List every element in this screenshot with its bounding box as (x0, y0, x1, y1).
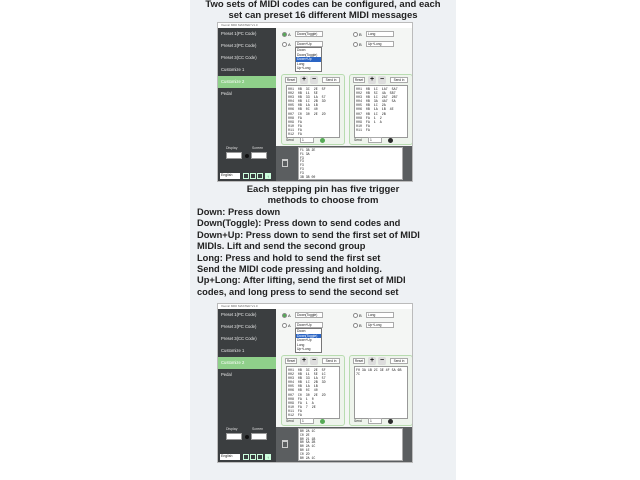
channel-select-a[interactable]: 1 (300, 418, 314, 424)
trash-icon[interactable] (282, 159, 288, 167)
sidebar-item[interactable]: Pedal (221, 91, 232, 96)
radio-label: B (359, 323, 362, 328)
upload-icon[interactable]: ↑ (267, 174, 269, 179)
sidebar-item[interactable]: Customize 1 (221, 67, 245, 72)
sidebar-item[interactable]: Preset 2(PC Code) (221, 324, 257, 329)
radio-label: B (359, 313, 362, 318)
dropdown-option[interactable]: Up+Long (297, 66, 311, 71)
radio-label: B (359, 42, 362, 47)
radio-label: A (288, 323, 291, 328)
dropdown-option[interactable]: Down+Up (297, 338, 312, 343)
send-in-button[interactable]: Send in (322, 77, 340, 83)
trash-icon[interactable] (282, 440, 288, 448)
save-icon[interactable] (243, 173, 249, 179)
reset-button[interactable]: Reset (286, 78, 296, 82)
main-area (276, 309, 412, 427)
send-in-button[interactable]: Send in (390, 77, 408, 83)
sidebar-item[interactable]: Customize 2 (218, 76, 276, 88)
app-window (217, 22, 413, 182)
dropdown-option[interactable]: Down (297, 48, 306, 52)
reset-button[interactable]: Reset (354, 78, 364, 82)
heading-line: Two sets of MIDI codes can be configured, and each (205, 0, 441, 10)
description-line: codes, and long press to send the second set (197, 286, 399, 297)
remove-button[interactable]: − (379, 357, 385, 364)
heading-line: set can preset 16 different MIDI messages (228, 9, 418, 21)
output-area (276, 427, 412, 462)
send-label: Send (286, 419, 294, 423)
radio-b1[interactable] (353, 313, 358, 318)
title-bar: Xsonic MIDI MASTER V1.0 (218, 23, 412, 28)
channel-select-a[interactable]: 1 (300, 137, 314, 143)
description-line: MIDIs. Lift and send the second group (197, 241, 366, 252)
language-select[interactable]: English (220, 173, 240, 179)
sidebar (218, 28, 276, 181)
screen-label: Screen (252, 427, 264, 431)
add-button[interactable]: + (369, 76, 375, 83)
radio-a2[interactable] (282, 323, 287, 328)
main-area (276, 28, 412, 146)
midi-code-table-b[interactable]: F0 3A 1B 2C 3E 4F 5A 6B 7C (354, 366, 408, 419)
remove-button[interactable]: − (311, 76, 317, 83)
dropdown-option[interactable]: Down (297, 329, 306, 333)
trigger-select-a2[interactable]: Down+Up (295, 322, 323, 328)
display-input[interactable] (226, 152, 242, 159)
toggle-knob-a[interactable] (320, 419, 325, 424)
screen-label: Screen (252, 146, 264, 150)
trigger-description (197, 207, 420, 298)
add-button[interactable]: + (301, 76, 307, 83)
top-heading (190, 0, 456, 21)
screen-input[interactable] (251, 152, 267, 159)
midi-code-table-a[interactable]: 001 0B 3C 2E 5F 002 0B 11 5E 003 0B 33 1A 57 004 0B 1C 2B 3D 005 0B 1A 1B 006 0B 0C 40 007 C0 30 2E 2D 008 FA 009 FA 010 FA 011 FA 012 FA (286, 85, 340, 138)
sidebar-item[interactable]: Pedal (221, 372, 232, 377)
radio-label: A (288, 42, 291, 47)
send-label: Send (286, 138, 294, 142)
link-dot-icon (245, 435, 249, 439)
description-line: Send the MIDI code pressing and holding. (197, 264, 382, 275)
trigger-select-a2[interactable]: Down+Up (295, 41, 323, 47)
dropdown-option[interactable]: Down+Up (296, 57, 321, 62)
panel-a (281, 355, 345, 426)
radio-label: B (359, 32, 362, 37)
sidebar (218, 309, 276, 462)
middle-heading (190, 185, 456, 206)
radio-label: A (288, 32, 291, 37)
language-select[interactable]: English (220, 454, 240, 460)
channel-select-b[interactable]: 1 (368, 418, 382, 424)
toggle-knob-a[interactable] (320, 138, 325, 143)
radio-b2[interactable] (353, 323, 358, 328)
radio-b2[interactable] (353, 42, 358, 47)
sidebar-item[interactable]: Preset 3(CC Code) (221, 336, 257, 341)
trigger-dropdown[interactable] (295, 47, 322, 72)
heading-line: methods to choose from (267, 194, 379, 206)
sidebar-item[interactable]: Customize 1 (221, 348, 245, 353)
toggle-knob-b[interactable] (388, 138, 393, 143)
dropdown-option[interactable]: Down(Toggle) (297, 52, 318, 57)
midi-code-table-a[interactable]: 001 0B 3C 2E 5F 002 0B 11 5E 1C 003 0B 33 1A 57 004 0B 1C 2B 3D 005 0B 1A 1B 006 0B 0C 40 007 C0 30 2E 2D 008 FA 1 0 009 FA 1 A 010 FA 7 2E 011 FA 012 FA (286, 366, 340, 419)
upload-icon[interactable]: ↑ (267, 455, 269, 460)
description-line: Up+Long: After lifting, send the first set of MIDI (197, 275, 406, 286)
sidebar-item[interactable]: Preset 1(PC Code) (221, 31, 257, 36)
add-button[interactable]: + (301, 357, 307, 364)
description-line: Down(Toggle): Press down to send codes and (197, 218, 401, 229)
trigger-select-b1[interactable]: Long (366, 312, 394, 318)
send-in-button[interactable]: Send in (390, 358, 408, 364)
dropdown-option[interactable]: Up+Long (297, 347, 311, 352)
add-button[interactable]: + (369, 357, 375, 364)
sidebar-item[interactable]: Preset 2(PC Code) (221, 43, 257, 48)
refresh-icon[interactable] (257, 173, 263, 179)
panel-a (281, 74, 345, 145)
remove-button[interactable]: − (311, 357, 317, 364)
panel-b (349, 355, 413, 426)
sidebar-item[interactable]: Preset 3(CC Code) (221, 55, 257, 60)
midi-output-list[interactable]: F1 3B 2E F1 3A F3 F3 F3 F3 F3 3B 3B 00 (298, 147, 403, 180)
radio-a1[interactable] (282, 32, 287, 37)
radio-a2[interactable] (282, 42, 287, 47)
description-line: Long: Press and hold to send the first set (197, 252, 381, 263)
open-folder-icon[interactable] (250, 454, 256, 460)
trigger-select-b2[interactable]: Up+Long (366, 322, 394, 328)
trigger-dropdown[interactable] (295, 328, 322, 353)
display-label: Display (226, 427, 238, 431)
trigger-select-b1[interactable]: Long (366, 31, 394, 37)
heading-line: Each stepping pin has five trigger (246, 184, 400, 195)
open-folder-icon[interactable] (250, 173, 256, 179)
reset-button[interactable]: Reset (354, 359, 364, 363)
app-window (217, 303, 413, 463)
display-label: Display (226, 146, 238, 150)
sidebar-item[interactable]: Customize 2 (218, 357, 276, 369)
description-line: Down: Press down (197, 207, 281, 217)
trigger-select-b2[interactable]: Up+Long (366, 41, 394, 47)
remove-button[interactable]: − (379, 76, 385, 83)
output-area (276, 146, 412, 181)
save-icon[interactable] (243, 454, 249, 460)
toggle-knob-b[interactable] (388, 419, 393, 424)
midi-output-list[interactable]: B0 2A 1C C0 2E B0 21 1B B0 5A 2B B0 2A 1C B0 1E C0 2D B0 2A 1C (298, 428, 403, 461)
description-line: Down+Up: Press down to send the first set of MIDI (197, 229, 420, 240)
dropdown-option[interactable]: Down(Toggle) (296, 334, 321, 339)
display-input[interactable] (226, 433, 242, 440)
radio-b1[interactable] (353, 32, 358, 37)
radio-label: A (288, 313, 291, 318)
send-label: Send (354, 138, 362, 142)
dropdown-option[interactable]: Long (297, 61, 305, 66)
sidebar-item[interactable]: Preset 1(PC Code) (221, 312, 257, 317)
radio-a1[interactable] (282, 313, 287, 318)
send-in-button[interactable]: Send in (322, 358, 340, 364)
reset-button[interactable]: Reset (286, 359, 296, 363)
dropdown-option[interactable]: Long (297, 342, 305, 347)
panel-b (349, 74, 413, 145)
link-dot-icon (245, 154, 249, 158)
trigger-select-a1[interactable]: Down(Toggle) (295, 312, 323, 318)
trigger-select-a1[interactable]: Down(Toggle) (295, 31, 323, 37)
title-bar: Xsonic MIDI MASTER V1.0 (218, 304, 412, 309)
midi-code-table-b[interactable]: 001 0B 1C 1A7 5A7 002 0B 5C 4A 5B7 003 0B 1C 2A7 2B7 004 0B 3A 4A7 5A 005 0B 1C 2A 006 0B 1A 1B 4E 007 0B 1C 2B 008 FA 1 2 009 FA 1 A 010 FA 011 FA (354, 85, 408, 138)
refresh-icon[interactable] (257, 454, 263, 460)
screen-input[interactable] (251, 433, 267, 440)
channel-select-b[interactable]: 1 (368, 137, 382, 143)
send-label: Send (354, 419, 362, 423)
